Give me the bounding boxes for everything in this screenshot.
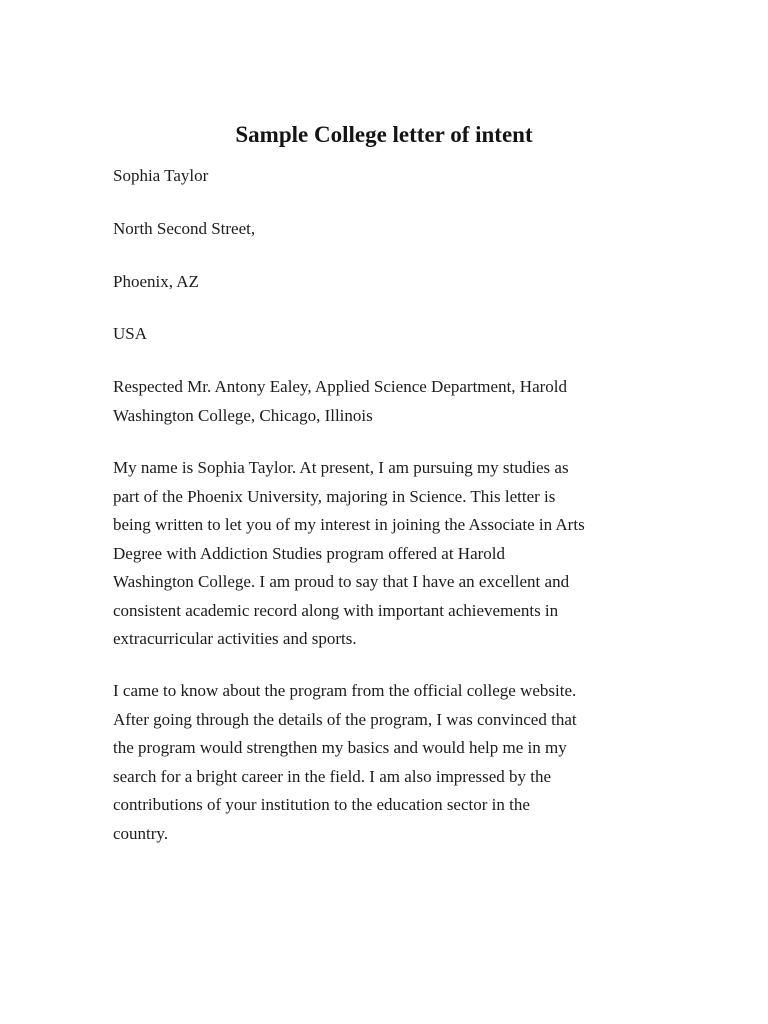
paragraph-line: Washington College. I am proud to say that I have an excellent and — [113, 572, 570, 591]
paragraph-line: being written to let you of my interest in joining the Associate in Arts — [113, 515, 585, 534]
recipient-block — [113, 373, 653, 430]
paragraph-line: country. — [113, 823, 169, 843]
paragraph-line: After going through the details of the program, I was convinced that — [113, 709, 577, 729]
paragraph-line: search for a bright career in the field. I am also impressed by the — [113, 766, 552, 786]
paragraph-line: the program would strengthen my basics and would help me in my — [113, 738, 567, 757]
paragraph-line: My name is Sophia Taylor. At present, I am pursuing my studies as — [113, 458, 569, 477]
paragraph-line: I came to know about the program from the official college website. — [113, 681, 577, 700]
paragraph-line: Degree with Addiction Studies program offered at Harold — [113, 543, 505, 563]
body-paragraph-2 — [113, 677, 653, 848]
recipient-line: Washington College, Chicago, Illinois — [113, 405, 373, 425]
document-title: Sample College letter of intent — [235, 122, 533, 147]
sender-country: USA — [113, 324, 148, 343]
sender-name: Sophia Taylor — [113, 166, 209, 185]
sender-street: North Second Street, — [113, 219, 256, 238]
paragraph-line: extracurricular activities and sports. — [113, 629, 357, 648]
paragraph-line: consistent academic record along with important achievements in — [113, 600, 559, 620]
body-paragraph-1 — [113, 454, 653, 654]
paragraph-line: contributions of your institution to the education sector in the — [113, 795, 530, 814]
paragraph-line: part of the Phoenix University, majoring in Science. This letter is — [113, 486, 556, 506]
recipient-line: Respected Mr. Antony Ealey, Applied Science Department, Harold — [113, 377, 567, 396]
sender-city: Phoenix, AZ — [113, 272, 199, 291]
